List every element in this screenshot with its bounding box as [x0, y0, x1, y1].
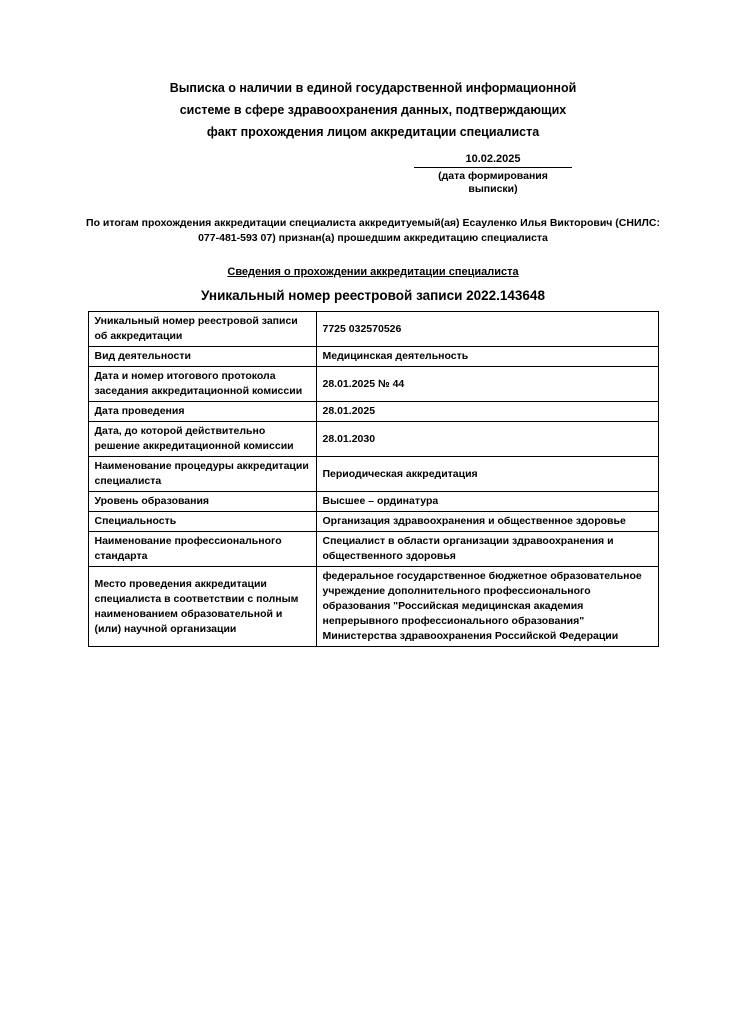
- accreditation-table-body: [88, 312, 658, 647]
- intro-paragraph: По итогам прохождения аккредитации специалиста аккредитуемый(ая) Есауленко Илья Викторович (СНИЛС: 077-481-593 07) признан(а) прошедшим аккредитацию специалиста: [86, 217, 660, 244]
- table-row: [88, 367, 658, 402]
- document-title: Выписка о наличии в единой государственной информационной системе в сфере здравоохранения данных, подтверждающих факт прохождения лицом аккредитации специалиста: [169, 81, 577, 139]
- table-row: [88, 457, 658, 492]
- section-heading: Сведения о прохождении аккредитации специалиста: [227, 266, 519, 278]
- table-row: [88, 492, 658, 512]
- table-row: [88, 347, 658, 367]
- table-row: [88, 567, 658, 647]
- row-label: Наименование процедуры аккредитации специалиста: [88, 457, 316, 492]
- row-value: Медицинская деятельность: [316, 347, 658, 367]
- row-label: Вид деятельности: [88, 347, 316, 367]
- row-label: Специальность: [88, 512, 316, 532]
- row-value: 28.01.2025: [316, 402, 658, 422]
- date-block: [414, 152, 572, 196]
- row-value: 28.01.2025 № 44: [316, 367, 658, 402]
- row-label: Место проведения аккредитации специалиста в соответствии с полным наименованием образовательной и (или) научной организации: [88, 567, 316, 647]
- table-row: [88, 532, 658, 567]
- row-label: Уникальный номер реестровой записи об аккредитации: [88, 312, 316, 347]
- row-value: Периодическая аккредитация: [316, 457, 658, 492]
- extract-date: 10.02.2025: [414, 152, 572, 168]
- row-value: 7725 032570526: [316, 312, 658, 347]
- row-label: Наименование профессионального стандарта: [88, 532, 316, 567]
- accreditation-table: [88, 311, 659, 647]
- extract-date-caption: (дата формирования выписки): [438, 170, 548, 195]
- row-label: Уровень образования: [88, 492, 316, 512]
- row-label: Дата, до которой действительно решение аккредитационной комиссии: [88, 422, 316, 457]
- row-value: Организация здравоохранения и общественное здоровье: [316, 512, 658, 532]
- table-row: [88, 422, 658, 457]
- table-row: [88, 312, 658, 347]
- row-value: 28.01.2030: [316, 422, 658, 457]
- row-label: Дата проведения: [88, 402, 316, 422]
- table-row: [88, 512, 658, 532]
- row-value: Специалист в области организации здравоохранения и общественного здоровья: [316, 532, 658, 567]
- row-label: Дата и номер итогового протокола заседания аккредитационной комиссии: [88, 367, 316, 402]
- table-row: [88, 402, 658, 422]
- row-value: Высшее – ординатура: [316, 492, 658, 512]
- row-value: федеральное государственное бюджетное образовательное учреждение дополнительного профессионального образования "Российская медицинская академия непрерывного профессионального образования" Министерства здравоохранения Российской Федерации: [316, 567, 658, 647]
- registry-number-heading: Уникальный номер реестровой записи 2022.143648: [201, 288, 545, 303]
